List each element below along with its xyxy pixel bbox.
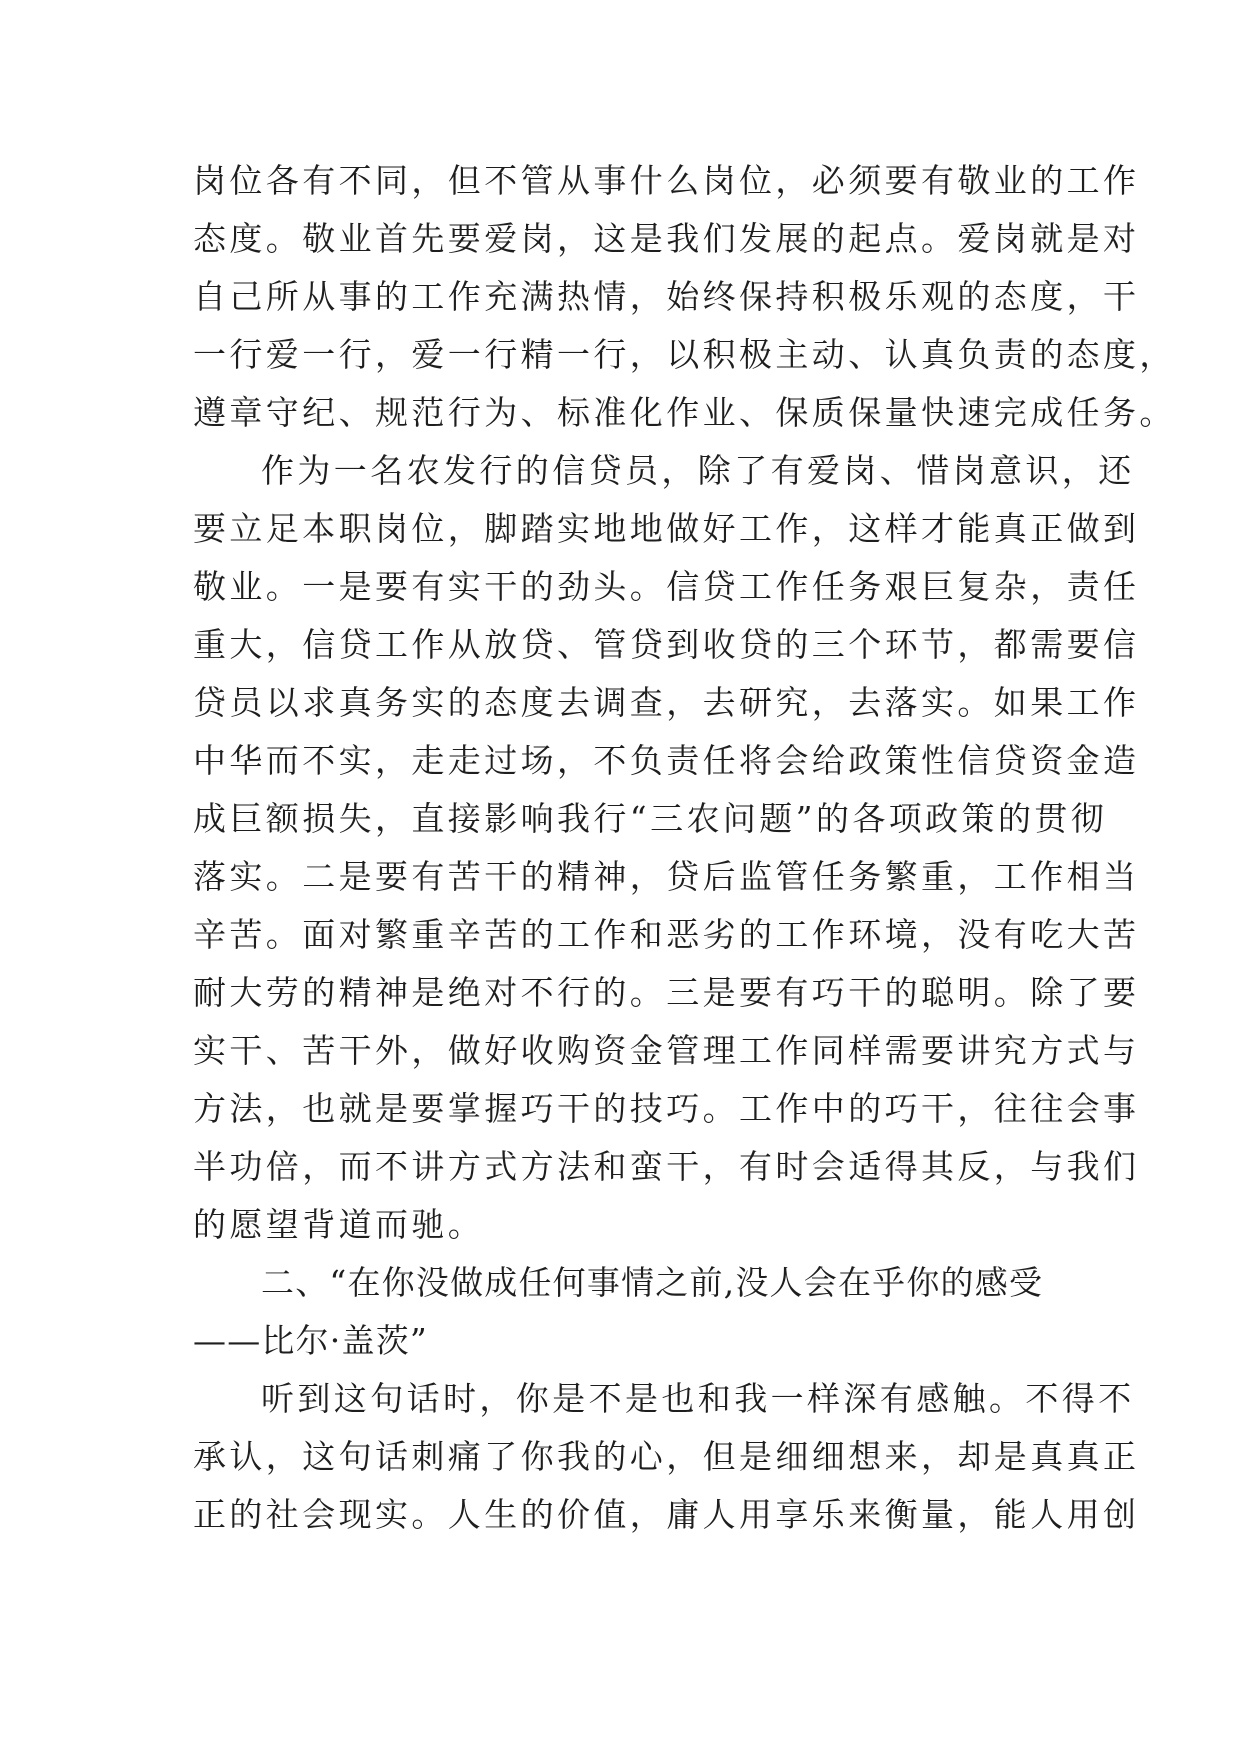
text-line: 正的社会现实。人生的价值，庸人用享乐来衡量，能人用创 xyxy=(193,1495,1140,1534)
text-line: 要立足本职岗位，脚踏实地地做好工作，这样才能真正做到 xyxy=(193,509,1140,548)
text-line: 耐大劳的精神是绝对不行的。三是要有巧干的聪明。除了要 xyxy=(193,973,1140,1012)
paragraph-first-line: 作为一名农发行的信贷员，除了有爱岗、惜岗意识，还 xyxy=(261,451,1135,490)
text-line: 敬业。一是要有实干的劲头。信贷工作任务艰巨复杂，责任 xyxy=(193,567,1140,606)
text-line: 一行爱一行，爱一行精一行，以积极主动、认真负责的态度， xyxy=(193,335,1176,374)
text-line: 遵章守纪、规范行为、标准化作业、保质保量快速完成任务。 xyxy=(193,393,1176,432)
text-line: 中华而不实，走走过场，不负责任将会给政策性信贷资金造 xyxy=(193,741,1140,780)
text-line: 的愿望背道而驰。 xyxy=(193,1205,485,1244)
text-line: 落实。二是要有苦干的精神，贷后监管任务繁重，工作相当 xyxy=(193,857,1140,896)
body-text xyxy=(193,152,1176,1544)
section-heading: 二、“在你没做成任何事情之前,没人会在乎你的感受 xyxy=(261,1263,1044,1302)
text-line: 半功倍，而不讲方式方法和蛮干，有时会适得其反，与我们 xyxy=(193,1147,1140,1186)
text-line: 自己所从事的工作充满热情，始终保持积极乐观的态度，干 xyxy=(193,277,1140,316)
text-line: 辛苦。面对繁重辛苦的工作和恶劣的工作环境，没有吃大苦 xyxy=(193,915,1140,954)
text-line: 成巨额损失，直接影响我行“三农问题”的各项政策的贯彻 xyxy=(193,799,1108,838)
text-line: 态度。敬业首先要爱岗，这是我们发展的起点。爱岗就是对 xyxy=(193,219,1140,258)
text-line: 方法，也就是要掌握巧干的技巧。工作中的巧干，往往会事 xyxy=(193,1089,1140,1128)
text-line: 承认，这句话刺痛了你我的心，但是细细想来，却是真真正 xyxy=(193,1437,1140,1476)
text-line: 贷员以求真务实的态度去调查，去研究，去落实。如果工作 xyxy=(193,683,1140,722)
section-heading-attribution: ——比尔·盖茨” xyxy=(193,1321,428,1360)
text-line: 实干、苦干外，做好收购资金管理工作同样需要讲究方式与 xyxy=(193,1031,1140,1070)
paragraph-first-line: 听到这句话时，你是不是也和我一样深有感触。不得不 xyxy=(261,1379,1135,1418)
text-line: 岗位各有不同，但不管从事什么岗位，必须要有敬业的工作 xyxy=(193,161,1140,200)
text-line: 重大，信贷工作从放贷、管贷到收贷的三个环节，都需要信 xyxy=(193,625,1140,664)
